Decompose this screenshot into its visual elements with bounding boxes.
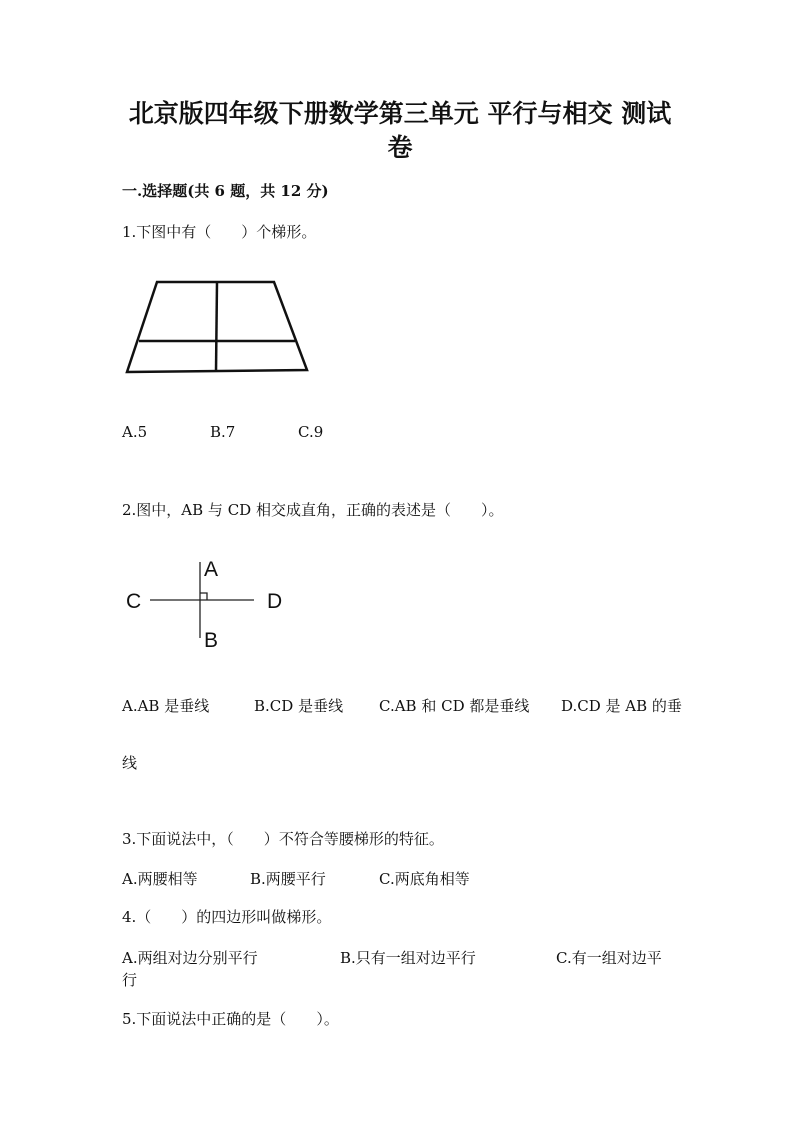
question-3-option-c[interactable]: C.两底角相等 (379, 870, 470, 888)
question-2-option-d[interactable]: D.CD 是 AB 的垂 (561, 697, 682, 715)
question-3-option-b[interactable]: B.两腰平行 (250, 870, 326, 888)
question-1-text: 1.下图中有（ ）个梯形。 (122, 223, 317, 241)
question-4-option-c[interactable]: C.有一组对边平 (556, 949, 662, 967)
label-a: A (204, 558, 219, 581)
question-1-option-c[interactable]: C.9 (298, 423, 324, 441)
question-5-text: 5.下面说法中正确的是（ ）。 (122, 1010, 339, 1028)
page-title: 北京版四年级下册数学第三单元 平行与相交 测试 (128, 99, 672, 128)
question-4-option-c-wrap: 行 (122, 971, 138, 989)
trapezoid-figure (122, 278, 322, 378)
label-c: C (126, 590, 142, 613)
question-4-option-a[interactable]: A.两组对边分别平行 (122, 949, 258, 967)
question-2-option-a[interactable]: A.AB 是垂线 (122, 697, 210, 715)
question-2-option-b[interactable]: B.CD 是垂线 (254, 697, 344, 715)
perpendicular-lines-figure (122, 556, 302, 656)
question-2-option-c[interactable]: C.AB 和 CD 都是垂线 (379, 697, 530, 715)
question-1-option-b[interactable]: B.7 (210, 423, 236, 441)
question-4-option-b[interactable]: B.只有一组对边平行 (340, 949, 476, 967)
label-d: D (267, 590, 283, 613)
question-3-option-a[interactable]: A.两腰相等 (122, 870, 198, 888)
right-angle-mark (200, 593, 207, 600)
trapezoid-vertical-divider (216, 282, 217, 371)
page-title-continued: 卷 (387, 133, 413, 162)
question-1-option-a[interactable]: A.5 (122, 423, 148, 441)
question-2-option-d-wrap: 线 (122, 754, 138, 772)
question-2-text: 2.图中，AB 与 CD 相交成直角，正确的表述是（ ）。 (122, 501, 504, 519)
label-b: B (204, 629, 219, 652)
question-4-text: 4.（ ）的四边形叫做梯形。 (122, 908, 332, 926)
question-3-text: 3.下面说法中，（ ）不符合等腰梯形的特征。 (122, 830, 444, 848)
section-heading: 一.选择题(共 6 题，共 12 分) (122, 182, 329, 200)
